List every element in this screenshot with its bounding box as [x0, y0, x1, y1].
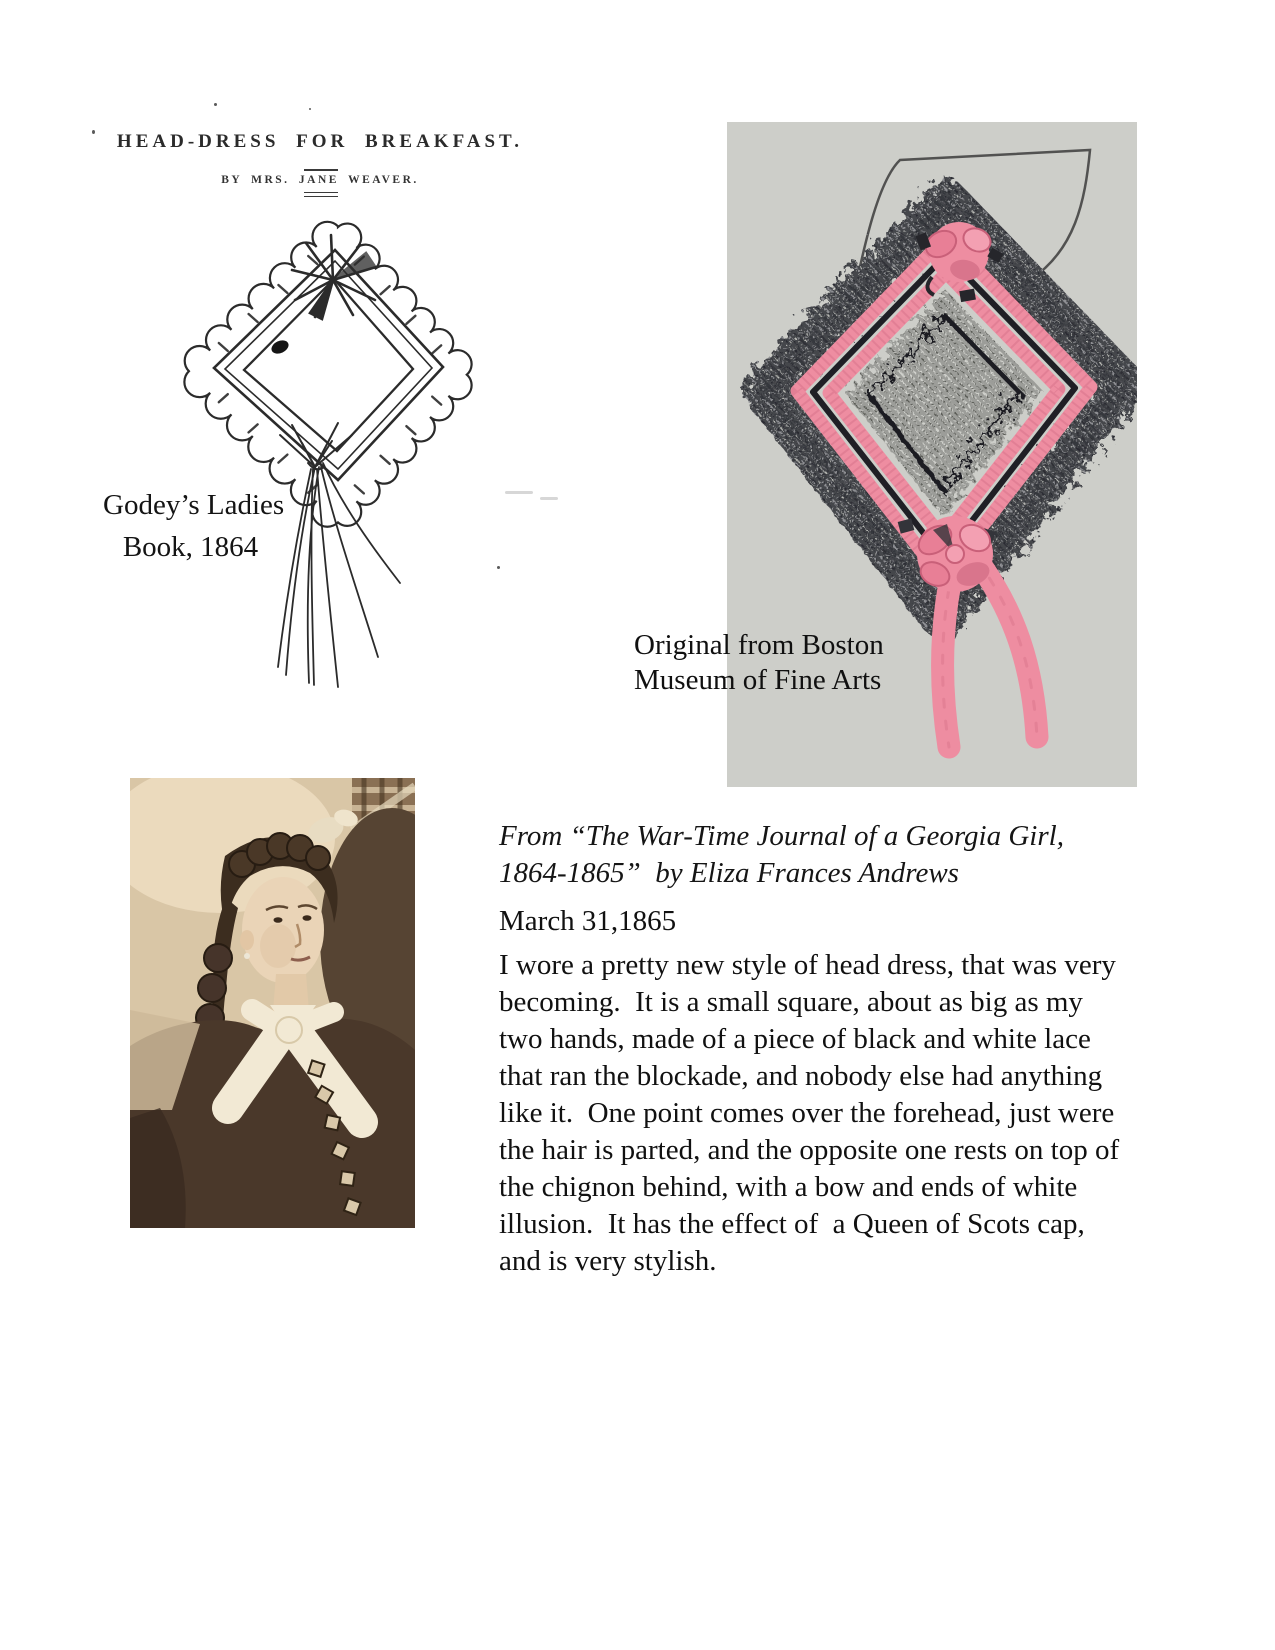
divider-rule	[304, 169, 338, 171]
engraving-title: HEAD-DRESS FOR BREAKFAST.	[116, 131, 524, 152]
caption-line: Godey’s Ladies	[103, 489, 285, 521]
portrait-photo-art	[130, 778, 415, 1228]
body-line: and is very stylish.	[499, 1245, 717, 1277]
divider-rule	[304, 192, 338, 197]
earring	[244, 953, 250, 959]
engraving-byline: BY MRS. JANE WEAVER.	[221, 174, 419, 186]
journal-date: March 31,1865	[499, 905, 677, 937]
engraving-caption	[103, 484, 285, 568]
headdress-engraving	[110, 205, 580, 705]
heading-line: From “The War-Time Journal of a Georgia Girl,	[499, 820, 1064, 852]
scan-speck	[309, 108, 311, 110]
caption-line: Book, 1864	[122, 531, 259, 563]
body-line: illusion. It has the effect of a Queen of Scots cap,	[499, 1208, 1085, 1240]
scan-speck	[214, 103, 217, 106]
caption-line: Museum of Fine Arts	[634, 664, 882, 696]
body-line: two hands, made of a piece of black and white lace	[499, 1023, 1091, 1055]
artifact-caption	[634, 628, 884, 698]
heading-line: 1864-1865” by Eliza Frances Andrews	[499, 857, 959, 889]
ear	[240, 930, 254, 950]
body-line: the hair is parted, and the opposite one rests on top of	[499, 1134, 1120, 1166]
body-line: that ran the blockade, and nobody else had anything	[499, 1060, 1103, 1092]
body-line: like it. One point comes over the forehead, just were	[499, 1097, 1115, 1129]
caption-line: Original from Boston	[634, 629, 884, 661]
body-line: becoming. It is a small square, about as big as my	[499, 986, 1083, 1018]
journal-heading	[499, 818, 1064, 892]
body-line: I wore a pretty new style of head dress, that was very	[499, 949, 1116, 981]
portrait-photo	[130, 778, 415, 1228]
journal-body	[499, 947, 1119, 1280]
body-line: the chignon behind, with a bow and ends of white	[499, 1171, 1078, 1203]
